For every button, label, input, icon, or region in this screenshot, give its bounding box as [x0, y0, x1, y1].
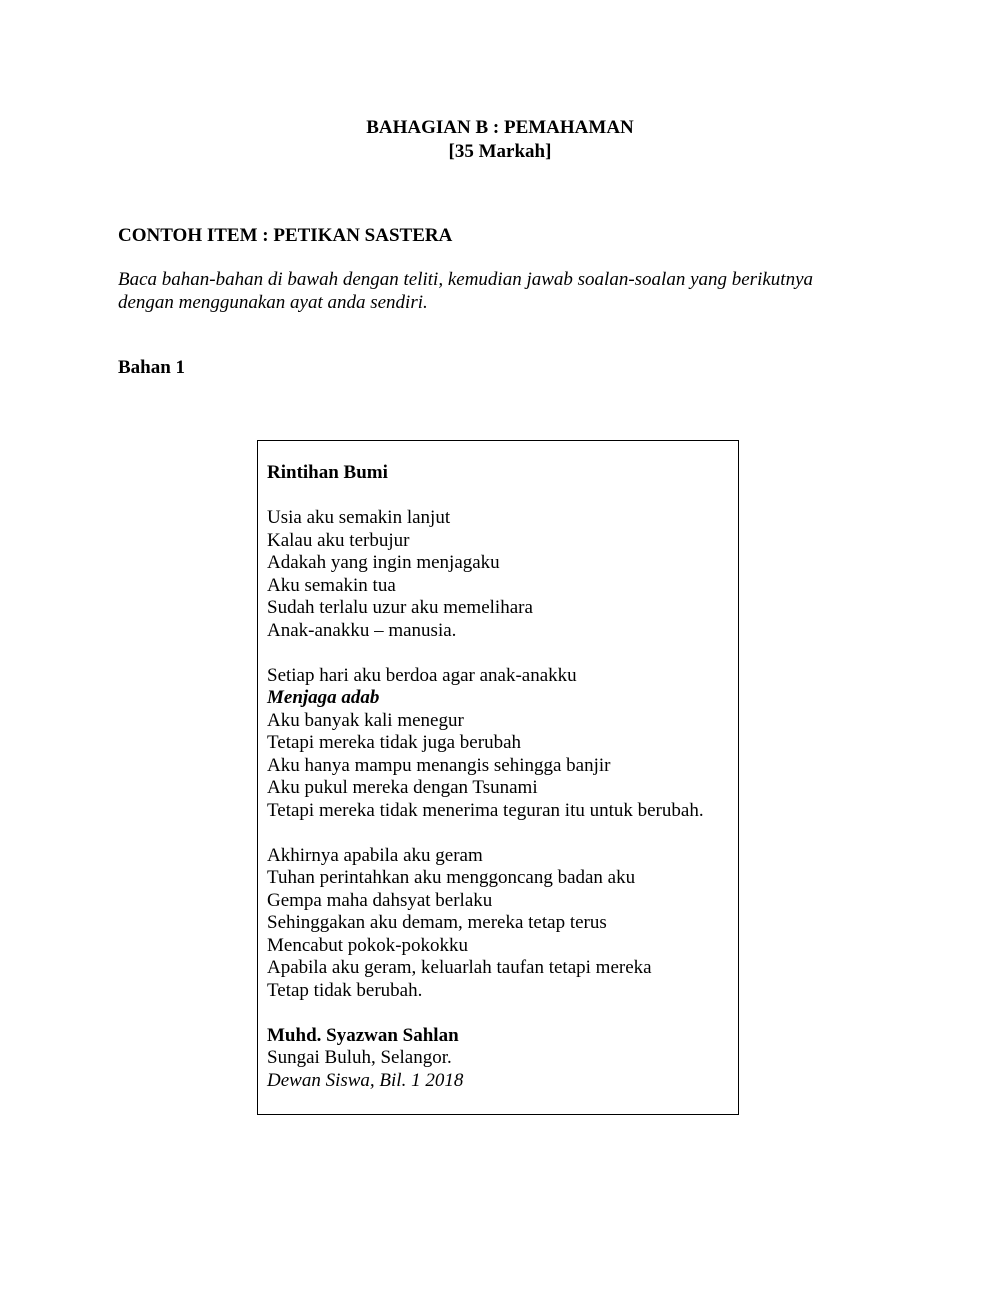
poem-line: Anak-anakku – manusia. — [267, 619, 457, 641]
poem-line: Apabila aku geram, keluarlah taufan tetapi mereka — [267, 957, 652, 978]
item-heading: CONTOH ITEM : PETIKAN SASTERA — [118, 225, 453, 246]
poem-line: Tetapi mereka tidak menerima teguran itu untuk berubah. — [267, 799, 704, 821]
poem-line: Tetap tidak berubah. — [267, 979, 423, 1001]
section-title: BAHAGIAN B : PEMAHAMAN — [366, 117, 634, 138]
poem-line: Akhirnya apabila aku geram — [267, 844, 483, 866]
poem-source: Dewan Siswa, Bil. 1 2018 — [267, 1069, 464, 1091]
poem-line: Gempa maha dahsyat berlaku — [267, 889, 493, 911]
material-label: Bahan 1 — [118, 357, 186, 378]
poem-line: Sehinggakan aku demam, mereka tetap terus — [267, 912, 607, 933]
poem — [267, 462, 704, 1092]
poem-line-emphasis: Menjaga adab — [267, 687, 380, 708]
poem-location: Sungai Buluh, Selangor. — [267, 1047, 452, 1068]
poem-line: Setiap hari aku berdoa agar anak-anakku — [267, 664, 577, 686]
poem-line: Sudah terlalu uzur aku memelihara — [267, 597, 533, 618]
instruction-line-2: dengan menggunakan ayat anda sendiri. — [118, 292, 428, 313]
poem-line: Tetapi mereka tidak juga berubah — [267, 732, 522, 753]
poem-line: Kalau aku terbujur — [267, 529, 410, 551]
poem-line: Aku banyak kali menegur — [267, 709, 464, 731]
poem-line: Tuhan perintahkan aku menggoncang badan aku — [267, 867, 636, 888]
marks-label: [35 Markah] — [448, 141, 552, 162]
poem-line: Adakah yang ingin menjagaku — [267, 552, 500, 573]
instruction-line-1: Baca bahan-bahan di bawah dengan teliti, kemudian jawab soalan-soalan yang berikutnya — [118, 269, 814, 290]
poem-box — [257, 440, 739, 1115]
poem-line: Mencabut pokok-pokokku — [267, 934, 469, 956]
poem-line: Aku pukul mereka dengan Tsunami — [267, 777, 538, 798]
poem-title: Rintihan Bumi — [267, 462, 388, 483]
poem-line: Aku hanya mampu menangis sehingga banjir — [267, 754, 611, 776]
poem-author: Muhd. Syazwan Sahlan — [267, 1024, 459, 1046]
poem-line: Usia aku semakin lanjut — [267, 507, 451, 528]
poem-line: Aku semakin tua — [267, 574, 396, 596]
